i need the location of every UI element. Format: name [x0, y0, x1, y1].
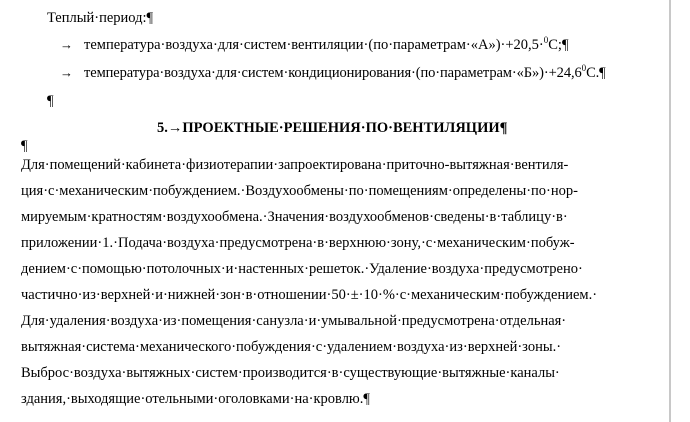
body-line: ция·с·механическим·побуждением.·Воздухообмены·по·помещениям·определены·по·нор-: [21, 183, 578, 199]
body-line: мируемым·кратностям·воздухообмена.·Значения·воздухообменов·сведены·в·таблицу·в·: [21, 209, 568, 225]
warm-period-label: Теплый·период:¶: [47, 10, 154, 26]
bullet-text: температура·воздуха·для·систем·вентиляции·(по·параметрам·«А»)·+20,5·: [84, 37, 544, 53]
body-line: Для·помещений·кабинета·физиотерапии·запроектирована·приточно-вытяжная·вентиля-: [21, 157, 569, 173]
body-line: дением·с·помощью·потолочных·и·настенных·решеток.·Удаление·воздуха·предусмотрено·: [21, 261, 583, 277]
body-line: Выброс·воздуха·вытяжных·систем·производится·в·существующие·вытяжные·каналы·: [21, 365, 560, 381]
body-line: здания,·выходящие·отельными·оголовками·на·кровлю.¶: [21, 391, 370, 407]
degree-superscript: 0: [581, 63, 587, 73]
empty-paragraph-mark: ¶: [21, 138, 28, 154]
body-line: вытяжная·система·механического·побуждения·с·удалением·воздуха·из·верхней·зоны.·: [21, 339, 562, 355]
right-margin-guide: [669, 0, 671, 422]
body-line: приложении·1.·Подача·воздуха·предусмотрена·в·верхнюю·зону,·с·механическим·побуж-: [21, 235, 575, 251]
body-line: частично·из·верхней·и·нижней·зон·в·отношении·50·±·10·%·с·механическим·побуждением.·: [21, 287, 598, 303]
degree-superscript: 0: [543, 35, 549, 45]
bullet-item-ventilation-temp: [84, 36, 569, 54]
bullet-text: температура·воздуха·для·систем·кондиционирования·(по·параметрам·«Б»)·+24,6: [84, 65, 582, 81]
bullet-item-conditioning-temp: [84, 64, 606, 82]
bullet-text-end: С.¶: [586, 65, 606, 81]
bullet-text-end: С;¶: [548, 37, 569, 53]
section-heading: 5.→ПРОЕКТНЫЕ·РЕШЕНИЯ·ПО·ВЕНТИЛЯЦИИ¶: [157, 120, 508, 136]
empty-paragraph-mark: ¶: [47, 93, 54, 109]
body-line: Для·удаления·воздуха·из·помещения·санузла·и·умывальной·предусмотрена·отдельная·: [21, 313, 567, 329]
tab-arrow-icon: →: [60, 65, 73, 80]
tab-arrow-icon: →: [60, 37, 73, 52]
